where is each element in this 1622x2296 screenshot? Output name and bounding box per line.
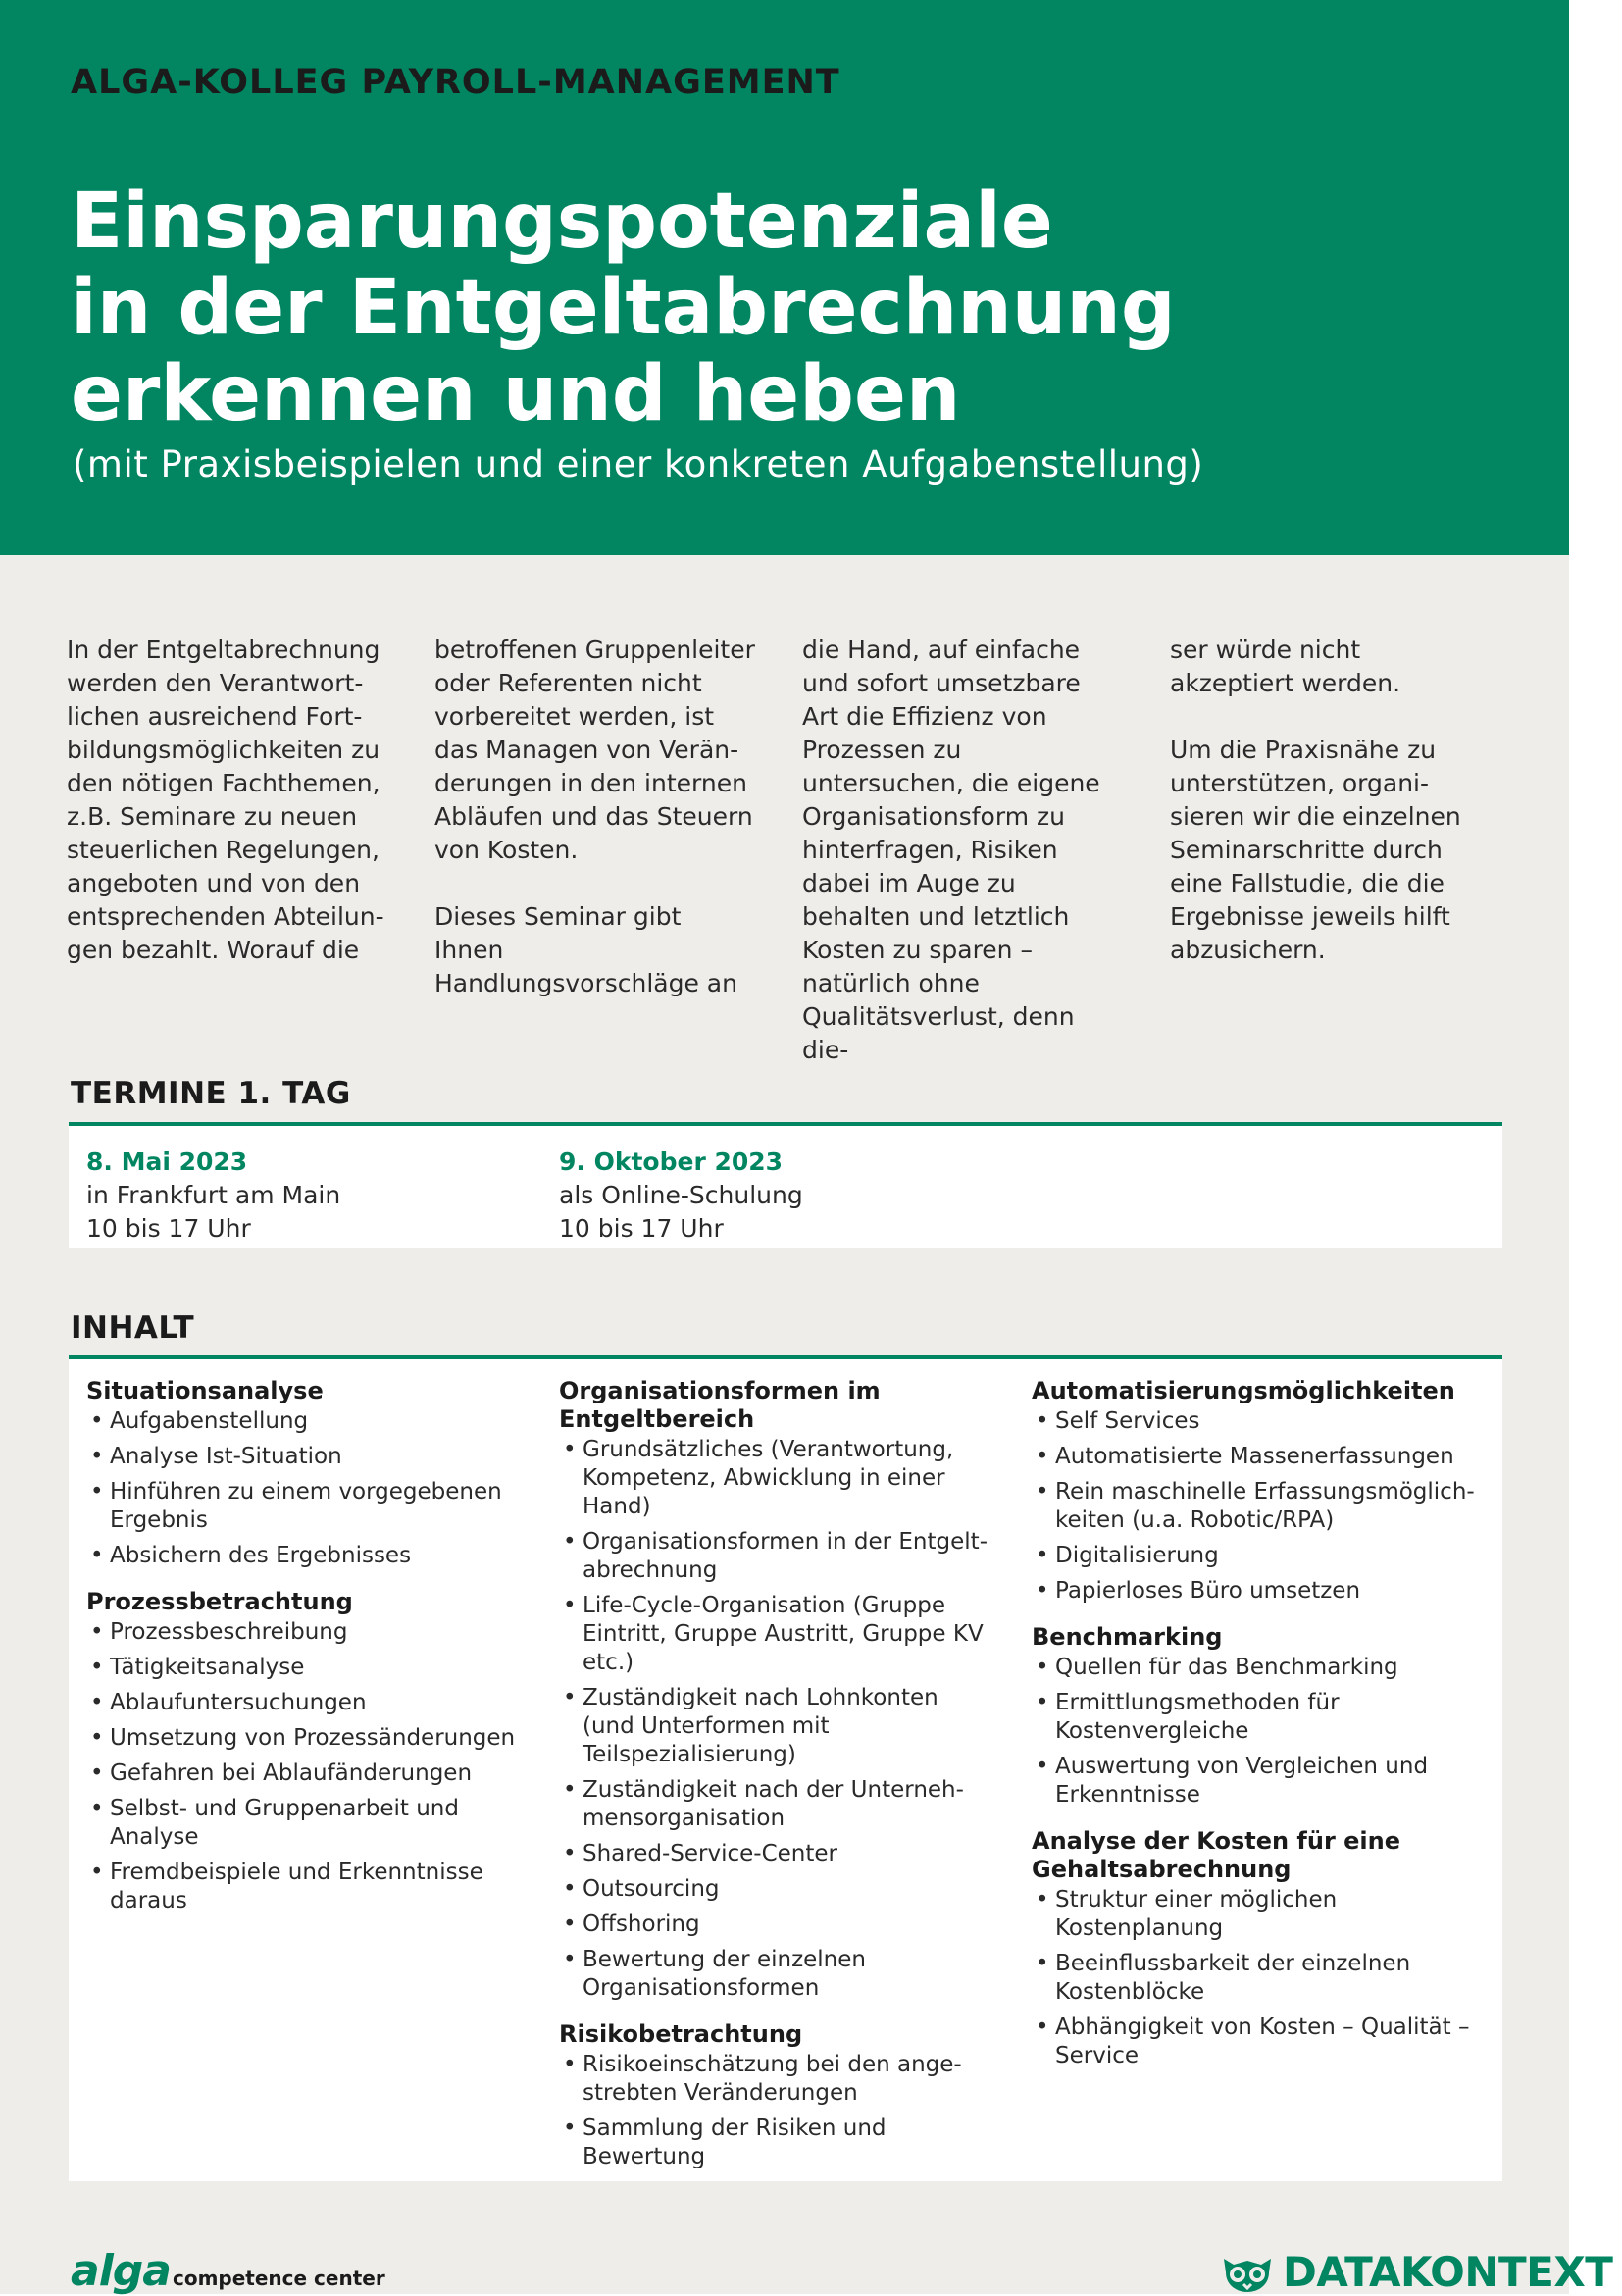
list-item: [559, 2115, 990, 2171]
bullet-icon: •: [1036, 1754, 1049, 1779]
page-subtitle: (mit Praxisbeispielen und einer konkreten Aufgabenstellung): [73, 443, 1204, 485]
list-item-text: Zuständigkeit nach der Unternehmensorganisation: [583, 1777, 964, 1831]
termin-time: 10 bis 17 Uhr: [86, 1214, 251, 1243]
bullet-icon: •: [90, 1655, 104, 1680]
termin-time: 10 bis 17 Uhr: [559, 1214, 724, 1243]
bullet-icon: •: [90, 1479, 104, 1505]
topic-list: [1032, 1654, 1483, 1810]
list-item: [559, 1528, 990, 1585]
bullet-icon: •: [563, 1841, 577, 1866]
list-item: [86, 1689, 518, 1717]
bullet-icon: •: [563, 1777, 577, 1803]
inhalt-column-2: [559, 1377, 990, 2189]
title-line: erkennen und heben: [71, 350, 961, 438]
owl-icon: [1220, 2251, 1275, 2294]
topic-heading: Situationsanalyse: [86, 1377, 324, 1404]
list-item-text: Zuständigkeit nach Lohnkonten (und Unterformen mit Teilspezialisierung): [583, 1685, 938, 1767]
list-item: [559, 1840, 990, 1868]
bullet-icon: •: [563, 1947, 577, 1972]
bullet-icon: •: [563, 1876, 577, 1902]
inhalt-column-3: [1032, 1377, 1483, 2088]
header-banner: [0, 0, 1569, 555]
termin-place: als Online-Schulung: [559, 1181, 803, 1209]
list-item: [1032, 1407, 1483, 1436]
bullet-icon: •: [563, 1912, 577, 1937]
topic-list: [1032, 1886, 1483, 2070]
termine-card: [69, 1122, 1502, 1248]
bullet-icon: •: [563, 1593, 577, 1618]
bullet-icon: •: [563, 2052, 577, 2077]
list-item: [1032, 1654, 1483, 1682]
list-item-text: Umsetzung von Prozessänderungen: [110, 1725, 516, 1751]
title-line: Einsparungspotenziale: [71, 178, 1053, 266]
topic-list: [559, 1436, 990, 2003]
list-item: [559, 1684, 990, 1769]
series-title: ALGA-KOLLEG PAYROLL-MANAGEMENT: [71, 63, 840, 102]
list-item-text: Rein maschinelle Erfassungsmöglichkeiten (u.a. Robotic/RPA): [1055, 1479, 1475, 1533]
page-title: [71, 179, 1502, 437]
termin-item: [559, 1146, 803, 1246]
list-item-text: Auswertung von Vergleichen und Erkenntnisse: [1055, 1754, 1429, 1808]
list-item: [86, 1443, 518, 1471]
list-item: [1032, 1478, 1483, 1535]
list-item-text: Grundsätzliches (Verantwortung, Kompetenz, Abwicklung in einer Hand): [583, 1437, 954, 1519]
list-item-text: Ermittlungsmethoden für Kostenvergleiche: [1055, 1690, 1340, 1744]
list-item: [559, 1776, 990, 1833]
list-item-text: Organisationsformen in der Entgeltabrechnung: [583, 1529, 988, 1583]
list-item-text: Self Services: [1055, 1408, 1200, 1434]
termin-place: in Frankfurt am Main: [86, 1181, 341, 1209]
list-item-text: Struktur einer möglichen Kostenplanung: [1055, 1887, 1338, 1941]
list-item-text: Bewertung der einzelnen Organisationsformen: [583, 1947, 866, 2001]
topic-list: [86, 1618, 518, 1915]
alga-logo: [71, 2246, 385, 2296]
alga-subline: competence center: [172, 2267, 385, 2290]
intro-paragraph: Dieses Seminar gibt Ihnen Handlungsvorschläge an: [434, 902, 737, 997]
topic-list: [86, 1407, 518, 1570]
intro-column-3: [802, 634, 1124, 1100]
list-item-text: Life-Cycle-Organisation (Gruppe Eintritt, Gruppe Austritt, Gruppe KV etc.): [583, 1593, 984, 1675]
list-item: [559, 1911, 990, 1939]
list-item: [1032, 1577, 1483, 1606]
list-item: [86, 1795, 518, 1852]
termin-date: 9. Oktober 2023: [559, 1148, 784, 1176]
list-item: [86, 1724, 518, 1753]
topic-heading: Organisationsformen im Entgeltbereich: [559, 1377, 881, 1433]
list-item-text: Gefahren bei Ablaufänderungen: [110, 1760, 473, 1786]
topic-list: [1032, 1407, 1483, 1606]
inhalt-card: [69, 1355, 1502, 2181]
bullet-icon: •: [90, 1408, 104, 1434]
list-item-text: Automatisierte Massenerfassungen: [1055, 1444, 1454, 1469]
bullet-icon: •: [1036, 1479, 1049, 1505]
list-item-text: Absichern des Ergebnisses: [110, 1543, 412, 1568]
list-item: [86, 1478, 518, 1535]
list-item: [559, 1436, 990, 1521]
topic-heading: Risikobetrachtung: [559, 2020, 803, 2048]
list-item: [559, 1946, 990, 2003]
list-item-text: Quellen für das Benchmarking: [1055, 1655, 1398, 1680]
bullet-icon: •: [1036, 1444, 1049, 1469]
datakontext-wordmark: DATAKONTEXT: [1283, 2248, 1613, 2296]
list-item: [1032, 2014, 1483, 2070]
list-item: [86, 1859, 518, 1915]
intro-paragraph: In der Entgeltabrechnung werden den Verantwortlichen ausreichend Fortbildungsmöglichkeiten zu den nötigen Fachthemen, z.B. Seminare zu neuen steuerlichen Regelungen, angeboten und von den entsprechenden Abteilungen bezahlt. Worauf die: [67, 636, 384, 964]
termin-date: 8. Mai 2023: [86, 1148, 248, 1176]
list-item-text: Fremdbeispiele und Erkenntnisse daraus: [110, 1860, 483, 1913]
list-item: [1032, 1753, 1483, 1810]
list-item: [86, 1654, 518, 1682]
intro-column-1: [67, 634, 388, 1000]
bullet-icon: •: [563, 1685, 577, 1710]
list-item: [86, 1542, 518, 1570]
bullet-icon: •: [563, 1529, 577, 1555]
bullet-icon: •: [563, 2116, 577, 2141]
list-item: [86, 1407, 518, 1436]
list-item-text: Offshoring: [583, 1912, 700, 1937]
list-item-text: Papierloses Büro umsetzen: [1055, 1578, 1361, 1604]
bullet-icon: •: [90, 1760, 104, 1786]
termin-item: [86, 1146, 340, 1246]
list-item-text: Aufgabenstellung: [110, 1408, 309, 1434]
termine-heading: TERMINE 1. TAG: [71, 1076, 351, 1111]
alga-wordmark: alga: [71, 2246, 171, 2296]
list-item-text: Shared-Service-Center: [583, 1841, 837, 1866]
bullet-icon: •: [1036, 1655, 1049, 1680]
list-item-text: Digitalisierung: [1055, 1543, 1219, 1568]
bullet-icon: •: [90, 1690, 104, 1715]
list-item-text: Prozessbeschreibung: [110, 1619, 348, 1645]
intro-paragraph: die Hand, auf einfache und sofort umsetzbare Art die Effizienz von Prozessen zu untersuchen, die eigene Organisationsform zu hinterfragen, Risiken dabei im Auge zu behalten und letztlich Kosten zu sparen – natürlich ohne Qualitätsverlust, denn die-: [802, 636, 1100, 1064]
datakontext-logo: [1220, 2248, 1612, 2296]
topic-heading: Prozessbetrachtung: [86, 1588, 353, 1615]
intro-paragraph: ser würde nicht akzeptiert werden.: [1170, 636, 1401, 697]
intro-paragraph: Um die Praxisnähe zu unterstützen, organisieren wir die einzelnen Seminarschritte durch eine Fallstudie, die die Ergebnisse jeweils hilft abzusichern.: [1170, 736, 1461, 964]
intro-paragraph: betroffenen Gruppenleiter oder Referenten nicht vorbereitet werden, ist das Managen von Veränderungen in den internen Abläufen und das Steuern von Kosten.: [434, 636, 755, 864]
list-item: [1032, 1542, 1483, 1570]
list-item-text: Sammlung der Risiken und Bewertung: [583, 2116, 887, 2169]
bullet-icon: •: [1036, 1543, 1049, 1568]
list-item-text: Hinführen zu einem vorgegebenen Ergebnis: [110, 1479, 502, 1533]
topic-heading: Analyse der Kosten für eine Gehaltsabrechnung: [1032, 1827, 1401, 1883]
list-item: [86, 1618, 518, 1647]
bullet-icon: •: [90, 1444, 104, 1469]
bullet-icon: •: [1036, 1408, 1049, 1434]
inhalt-column-1: [86, 1377, 518, 1933]
list-item-text: Beeinflussbarkeit der einzelnen Kostenblöcke: [1055, 1951, 1411, 2005]
bullet-icon: •: [90, 1543, 104, 1568]
list-item: [559, 2051, 990, 2108]
list-item-text: Selbst- und Gruppenarbeit und Analyse: [110, 1796, 459, 1850]
intro-column-2: [434, 634, 756, 1034]
list-item-text: Outsourcing: [583, 1876, 720, 1902]
list-item-text: Abhängigkeit von Kosten – Qualität – Service: [1055, 2015, 1470, 2068]
list-item-text: Tätigkeitsanalyse: [110, 1655, 305, 1680]
list-item: [559, 1592, 990, 1677]
list-item-text: Risikoeinschätzung bei den angestrebten Veränderungen: [583, 2052, 962, 2106]
bullet-icon: •: [90, 1725, 104, 1751]
bullet-icon: •: [90, 1796, 104, 1821]
list-item: [1032, 1443, 1483, 1471]
list-item: [1032, 1689, 1483, 1746]
bullet-icon: •: [1036, 1951, 1049, 1976]
bullet-icon: •: [563, 1437, 577, 1462]
bullet-icon: •: [1036, 1578, 1049, 1604]
bullet-icon: •: [90, 1860, 104, 1885]
topic-list: [559, 2051, 990, 2171]
bullet-icon: •: [1036, 1887, 1049, 1913]
intro-column-4: [1170, 634, 1492, 1000]
list-item-text: Analyse Ist-Situation: [110, 1444, 342, 1469]
list-item: [86, 1760, 518, 1788]
topic-heading: Automatisierungsmöglichkeiten: [1032, 1377, 1455, 1404]
list-item: [1032, 1950, 1483, 2007]
list-item: [1032, 1886, 1483, 1943]
list-item: [559, 1875, 990, 1904]
title-line: in der Entgeltabrechnung: [71, 264, 1176, 352]
bullet-icon: •: [90, 1619, 104, 1645]
list-item-text: Ablaufuntersuchungen: [110, 1690, 367, 1715]
inhalt-heading: INHALT: [71, 1310, 195, 1346]
bullet-icon: •: [1036, 2015, 1049, 2040]
bullet-icon: •: [1036, 1690, 1049, 1715]
topic-heading: Benchmarking: [1032, 1623, 1223, 1651]
